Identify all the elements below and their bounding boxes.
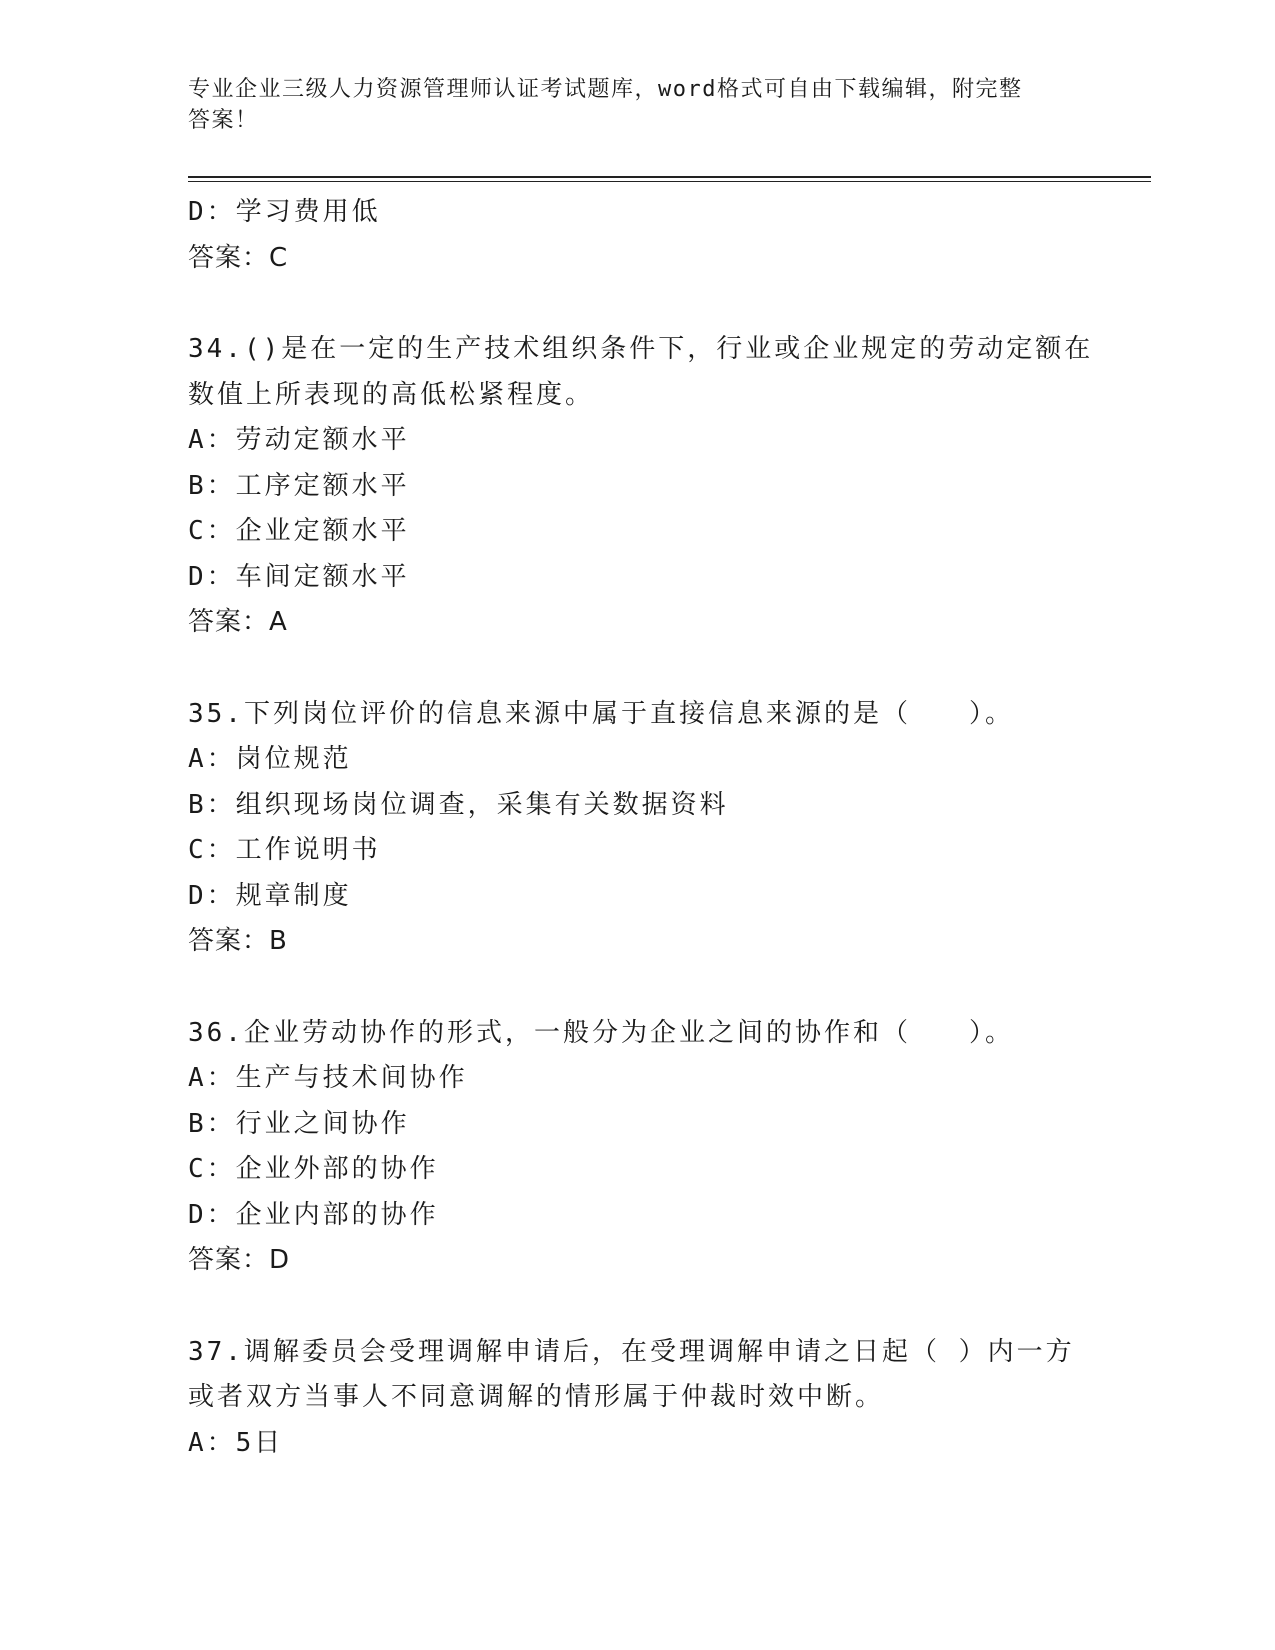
question-stem: 36.企业劳动协作的形式，一般分为企业之间的协作和（ ）。: [188, 1017, 1014, 1048]
header-rule-thick: [188, 176, 1151, 178]
option-a: A：劳动定额水平: [188, 425, 410, 455]
header-line-1: 专业企业三级人力资源管理师认证考试题库，word格式可自由下载编辑，附完整: [188, 77, 1023, 102]
question-stem: 数值上所表现的高低松紧程度。: [188, 379, 595, 410]
question-stem: 37.调解委员会受理调解申请后，在受理调解申请之日起（ ）内一方: [188, 1336, 1075, 1367]
exam-content: [188, 190, 1094, 1466]
answer: 答案：C: [188, 242, 289, 273]
spacer: [188, 281, 1088, 327]
header-rule-thin: [188, 181, 1151, 182]
question-stem: 34.()是在一定的生产技术组织条件下，行业或企业规定的劳动定额在: [188, 334, 1094, 364]
option-a: A：生产与技术间协作: [188, 1063, 468, 1093]
question-37: [188, 1330, 1088, 1467]
option-b: B：行业之间协作: [188, 1108, 410, 1139]
question-stem: 或者双方当事人不同意调解的情形属于仲裁时效中断。: [188, 1382, 885, 1412]
page-header: [188, 74, 1068, 136]
question-stem: 35.下列岗位评价的信息来源中属于直接信息来源的是（ ）。: [188, 698, 1014, 729]
question-36: [188, 1011, 1088, 1284]
header-line-2: 答案！: [188, 108, 259, 133]
option-a: A：5日: [188, 1427, 284, 1458]
answer: 答案：A: [188, 607, 288, 637]
option-d: D：车间定额水平: [188, 561, 410, 592]
option-d: D：规章制度: [188, 880, 352, 911]
spacer: [188, 1284, 1088, 1330]
option-b: B：工序定额水平: [188, 470, 410, 501]
option-c: C：企业定额水平: [188, 516, 410, 546]
option-c: C：工作说明书: [188, 835, 381, 865]
option-a: A：岗位规范: [188, 744, 352, 774]
spacer: [188, 646, 1088, 692]
spacer: [188, 965, 1088, 1011]
answer: 答案：D: [188, 1245, 291, 1275]
option-d: D：企业内部的协作: [188, 1199, 439, 1230]
option-b: B：组织现场岗位调查，采集有关数据资料: [188, 789, 729, 820]
question-35: [188, 692, 1088, 965]
question-34: [188, 327, 1094, 646]
option-c: C：企业外部的协作: [188, 1154, 439, 1184]
option-d: D：学习费用低: [188, 197, 381, 227]
answer: 答案：B: [188, 926, 288, 956]
